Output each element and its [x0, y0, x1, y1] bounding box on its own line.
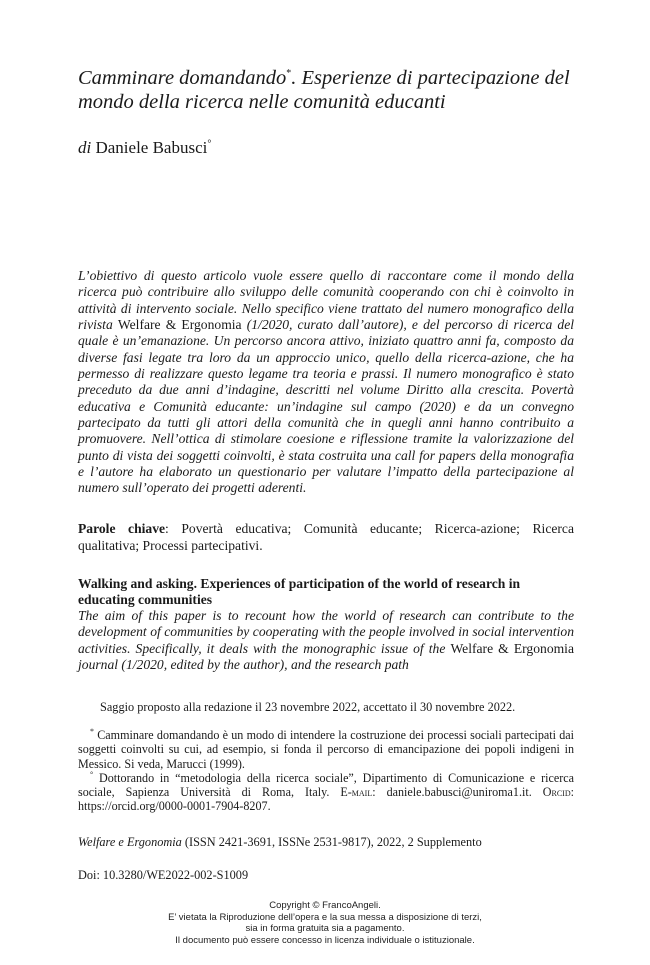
english-title: Walking and asking. Experiences of participation of the world of research in educating communities — [78, 576, 521, 608]
email-value[interactable]: : daniele.babusci@uniroma1.it. — [372, 785, 532, 800]
title-part1: Camminare domandando — [78, 67, 287, 89]
abstract-it-seg1: L’obiettivo di questo articolo vuole essere quello di raccontare come il mondo della ricerca può contribuire allo sviluppo delle comunità cooperando con chi è coinvolto in attività di intervento sociale. Nello specifico viene trattato del numero monografico della rivista — [78, 268, 574, 333]
copyright-line-4: Il documento può essere concesso in licenza individuale o istituzionale. — [175, 934, 475, 946]
abstract-english — [78, 608, 574, 673]
copyright-notice — [0, 900, 650, 946]
footnote-2-text: Dottorando in “metodologia della ricerca sociale”, Dipartimento di Comunicazione e ricerca sociale, Sapienza Università di Roma, Italy. — [78, 770, 574, 800]
author-name: Daniele Babusci — [95, 138, 208, 157]
footnote-2 — [78, 771, 574, 814]
abstract-it-journal: Welfare & Ergonomia — [117, 317, 242, 333]
footnote-1 — [78, 728, 574, 771]
keywords-text: : Povertà educativa; Comunità educante; Ricerca-azione; Ricerca qualitativa; Processi partecipativi. — [78, 521, 574, 553]
footnote-1-mark: * — [90, 726, 94, 736]
submission-dates: Saggio proposto alla redazione il 23 novembre 2022, accettato il 30 novembre 2022. — [100, 700, 516, 714]
copyright-line-1: Copyright © FrancoAngeli. — [269, 900, 381, 911]
author-footnote-mark: ° — [207, 138, 212, 150]
abstract-italian — [78, 268, 574, 497]
article-page — [78, 0, 574, 965]
title-part2: . Esperienze di partecipazione del mondo della ricerca nelle comunità educanti — [78, 67, 570, 113]
doi: Doi: 10.3280/WE2022-002-S1009 — [78, 868, 249, 882]
journal-name: Welfare e Ergonomia — [78, 835, 182, 849]
footnote-1-text: Camminare domandando è un modo di intendere la costruzione dei processi sociali partecipati dai soggetti coinvolti su cui, ad esempio, si fonda il percorso di emancipazione dei popoli indigeni in Messico. Si veda, Marucci (1999). — [78, 728, 574, 771]
email-label: E-mail — [340, 785, 373, 800]
orcid-link[interactable]: : https://orcid.org/0000-0001-7904-8207. — [78, 785, 574, 814]
keywords-label: Parole chiave — [78, 521, 166, 536]
journal-details: (ISSN 2421-3691, ISSNe 2531-9817), 2022, 2 Supplemento — [181, 835, 482, 849]
title-footnote-mark: * — [286, 68, 292, 80]
orcid-label: Orcid — [542, 785, 571, 800]
abstract-en-seg1: The aim of this paper is to recount how the world of research can contribute to the development of communities by cooperating with the people involved in social intervention activities. Specifically, it deals with the monographic issue of the — [78, 608, 574, 656]
abstract-en-seg2: journal (1/2020, edited by the author), and the research path — [78, 657, 409, 673]
article-title — [78, 66, 588, 114]
abstract-en-journal: Welfare & Ergonomia — [450, 640, 574, 656]
author-prefix: di — [78, 138, 92, 157]
journal-citation — [78, 835, 482, 850]
keywords — [78, 521, 574, 554]
author-line — [78, 138, 211, 158]
copyright-line-2: E’ vietata la Riproduzione dell’opera e la sua messa a disposizione di terzi, — [168, 911, 482, 923]
abstract-it-seg2: (1/2020, curato dall’autore), e del percorso di ricerca del quale è un’emanazione. Un percorso ancora attivo, iniziato quattro anni fa, composto da diverse fasi legate tra loro da un approccio unico, quello della ricerca-azione, che ha permesso di realizzare questo legame tra teoria e prassi. Il numero monografico è stato preceduto da due anni d’indagine, descritti nel volume Diritto alla crescita. Povertà educativa e Comunità educante: un’indagine sul campo (2020) e da un convegno partecipato da tutti gli attori della comunità che in quegli anni hanno contribuito a promuovere. Nell’ottica di stimolare coesione e riflessione tramite la valorizzazione del punto di vista dei soggetti coinvolti, è stata costruita una call for papers della monografia e l’autore ha elaborato un questionario per valutare l’impatto della partecipazione al numero sull’operato dei progetti aderenti. — [78, 317, 575, 496]
footnotes — [78, 728, 574, 814]
copyright-line-3: sia in forma gratuita sia a pagamento. — [245, 923, 405, 934]
footnote-2-mark: ° — [90, 769, 94, 779]
